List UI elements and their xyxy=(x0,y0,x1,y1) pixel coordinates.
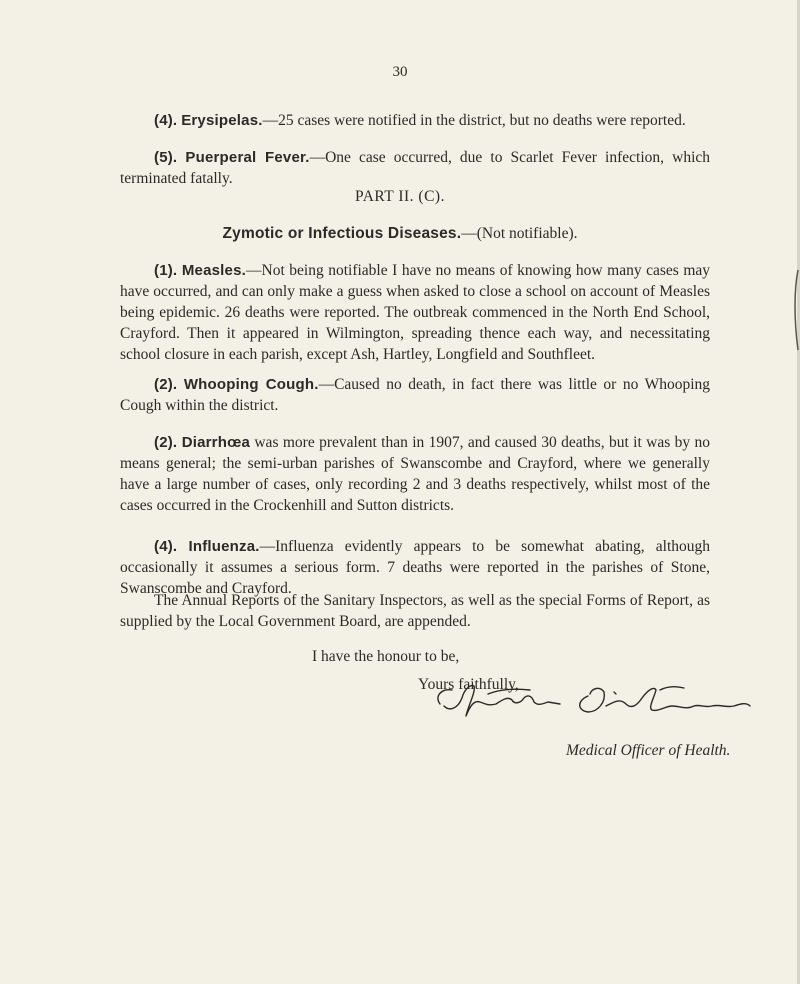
influenza-number: (4). xyxy=(154,538,178,555)
measles-number: (1). xyxy=(154,262,178,279)
puerperal-paragraph xyxy=(120,147,710,189)
whooping-number: (2). xyxy=(154,376,178,393)
puerperal-number: (5). xyxy=(154,149,178,166)
closing-honour: I have the honour to be, xyxy=(312,648,460,665)
measles-paragraph xyxy=(120,260,710,365)
whooping-heading: Whooping Cough. xyxy=(183,376,319,393)
zymotic-heading-line xyxy=(0,225,800,243)
erysipelas-number: (4). xyxy=(154,112,178,129)
diarrhoea-heading: Diarrhœa xyxy=(181,434,250,451)
diarrhoea-paragraph xyxy=(120,432,710,516)
diarrhoea-text: was more prevalent than in 1907, and caused 30 deaths, but it was by no means general; the semi-urban parishes of Swanscombe and Crayford, where we generally have a large number of cases, only recording 2 and 3 deaths respectively, whilst most of the cases occurred in the Crockenhill and Sutton districts. xyxy=(120,434,711,514)
erysipelas-paragraph xyxy=(120,110,710,131)
page-number: 30 xyxy=(392,64,408,80)
whooping-text: —Caused no death, in fact there was little or no Whooping Cough within the district. xyxy=(120,376,711,414)
page-edge-mark xyxy=(792,250,800,370)
influenza-text: —Influenza evidently appears to be somewhat abating, although occasionally it assumes a serious form. 7 deaths were reported in the parishes of Stone, Swanscombe and Crayford. xyxy=(120,538,710,597)
zymotic-heading: Zymotic or Infectious Diseases. xyxy=(222,225,462,242)
puerperal-heading: Puerperal Fever. xyxy=(185,149,310,166)
zymotic-subtitle: —(Not notifiable). xyxy=(461,225,578,242)
closing-faithfully: Yours faithfully, xyxy=(418,676,519,693)
influenza-heading: Influenza. xyxy=(188,538,260,555)
measles-heading: Measles. xyxy=(181,262,246,279)
reports-paragraph: The Annual Reports of the Sanitary Inspectors, as well as the special Forms of Report, as supplied by the Local Government Board, are appended. xyxy=(120,592,710,630)
measles-text: —Not being notifiable I have no means of knowing how many cases may have occurred, and can only make a guess when asked to close a school on account of Measles being epidemic. 26 deaths were reported. The outbreak commenced in the North End School, Crayford. Then it appeared in Wilmington, spreading thence each way, and necessitating school closure in each parish, except Ash, Hartley, Longfield and Southfleet. xyxy=(120,262,711,363)
erysipelas-heading: Erysipelas. xyxy=(181,112,263,129)
part-title: PART II. (C). xyxy=(355,188,445,205)
whooping-paragraph xyxy=(120,374,710,416)
puerperal-text: —One case occurred, due to Scarlet Fever infection, which terminated fatally. xyxy=(120,149,710,187)
handwritten-signature xyxy=(428,676,758,720)
diarrhoea-number: (2). xyxy=(154,434,178,451)
medical-officer-title: Medical Officer of Health. xyxy=(566,742,731,759)
erysipelas-text: —25 cases were notified in the district, but no deaths were reported. xyxy=(262,112,686,129)
